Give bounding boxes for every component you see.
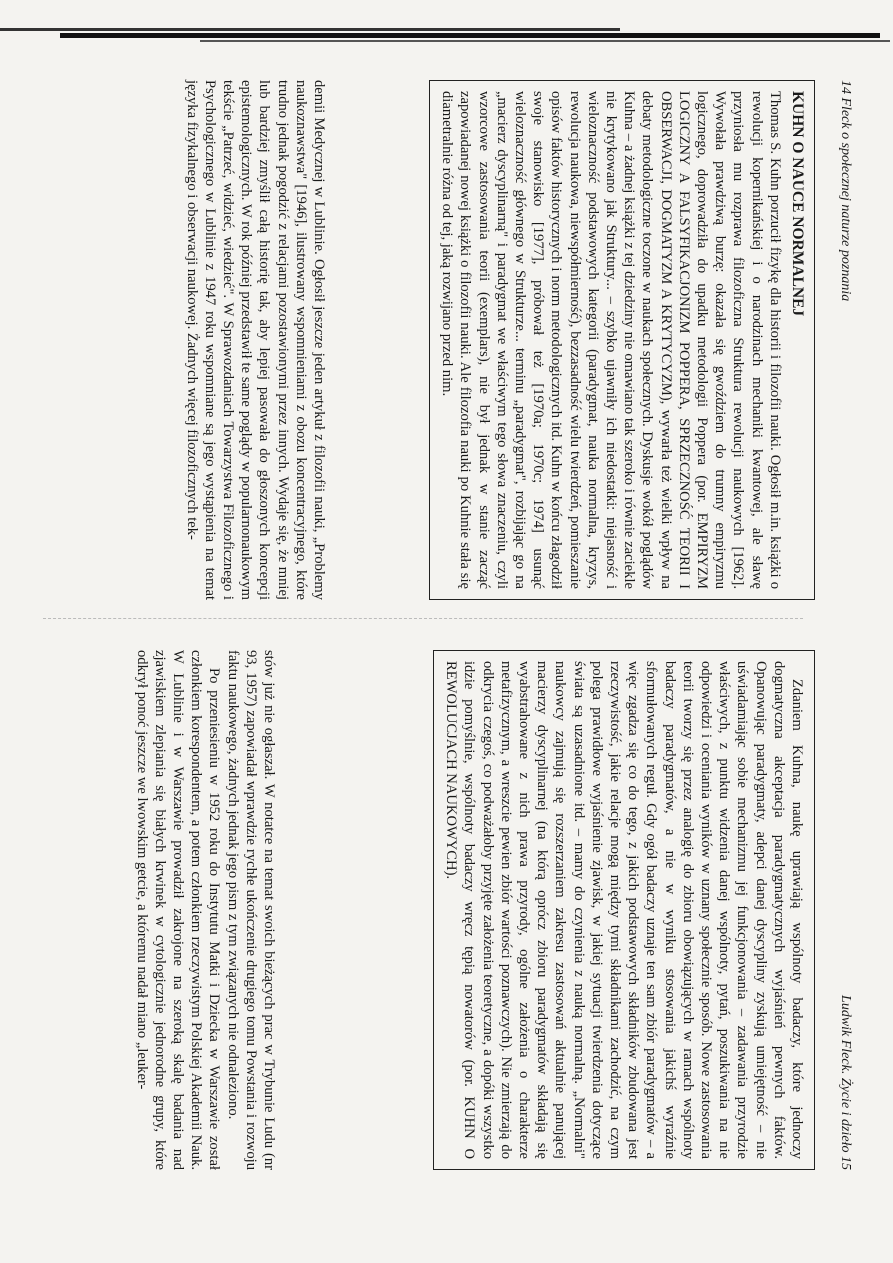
left-body-paragraph: demii Medycznej w Lublinie. Ogłosił jeszcze jeden artykuł z filozofii nauki, „Problemy naukoznawstwa" [1946], ilustrowany wspomnieniami z obozu koncentracyjnego, które trudno jednak pogodzić z relacjami pozostawionymi przez innych. Wydaje się, że mniej lub bardziej zmyślił całą historię tak, aby lepiej pasowała do głoszonych koncepcji epistemologicznych. W rok później przedstawił te same poglądy w popularnonaukowym tekście „Patrzeć, widzieć, wiedzieć". W Sprawozdaniach Towarzystwa Filozoficznego i Psychologicznego w Lublinie z 1947 roku wspomniane są jego wystąpienia na temat języka fizykalnego i obserwacji naukowej. Żadnych więcej filozoficznych tek- <box>183 79 327 600</box>
kuhn-normal-science-box <box>428 80 814 600</box>
right-body-paragraph-1: stów już nie ogłaszał. W notatce na temat swoich bieżących prac w Trybunie Ludu (nr 93, 1957) zapowiadał wprawdzie rychłe ukończenie drugiego tomu Powstania i rozwoju faktu naukowego, żadnych jednak jego pism z tym związanych nie odnaleziono. <box>224 649 277 1170</box>
box-continuation-text: Zdaniem Kuhna, naukę uprawiają wspólnoty badaczy, które jednoczy dogmatyczna akceptacja paradygmatycznych wyjaśnień pewnych faktów. Opanowując paradygmaty, adepci danej dyscypliny zyskują umiejętność – nie uświadamiając sobie mechanizmu jej funkcjonowania – zadawania przyrodzie właściwych, z punktu widzenia danej wspólnoty, pytań, poszukiwania na nie odpowiedzi i oceniania wyników w uznany społecznie sposób. Nowe zastosowania teorii tworzy się przez analogię do zbioru obowiązujących w ramach wspólnoty badaczy paradygmatów, a nie w wyniku stosowania jakichś wyraźnie sformułowanych reguł. Gdy ogół badaczy uznaje ten sam zbiór paradygmatów – a więc zgadza się co do tego, z jakich podstawowych składników zbudowana jest rzeczywistość, jakie relacje mogą między tymi składnikami zachodzić, na czym polega prawidłowe wyjaśnienie zjawisk, w jakiej sytuacji twierdzenia dotyczące świata są uzasadnione itd. – mamy do czynienia z nauką normalną. „Normalni" naukowcy zajmują się rozszerzaniem zakresu zastosowań aktualnie panującej macierzy dyscyplinarnej (na którą oprócz zbioru paradygmatów składają się wyabstrahowane z nich prawa przyrody, ogólne założenia o charakterze metafizycznym, a wreszcie pewien zbiór wartości poznawczych). Nie zmierzają do odkrycia czegoś, co podważałoby przyjęte założenia teoretyczne, a dopóki wszystko idzie pomyślnie, wspólnoty badaczy wręcz tępią nowatorów (por. KUHN O REWOLUCJACH NAUKOWYCH). <box>442 660 805 1159</box>
right-running-head: Ludwik Fleck. Życie i dzieło 15 <box>837 994 853 1170</box>
right-page <box>0 650 893 1170</box>
left-running-head: 14 Fleck o społecznej naturze poznania <box>837 79 853 301</box>
right-body-text <box>132 650 278 1170</box>
box-text: Thomas S. Kuhn porzucił fizykę dla historii i filozofii nauki. Ogłosił m.in. książki o rewolucji kopernikańskiej i o narodzinach mechaniki kwantowej, ale sławę przyniosła mu rozprawa filozoficzna Struktura rewolucji naukowych [1962]. Wywołała prawdziwą burzę: okazała się gwoździem do trumny empiryzmu logicznego, doprowadziła do upadku metodologii Poppera (por. EMPIRYZM LOGICZNY A FALSYFIKACJONIZM POPPERA, SPRZECZNOŚĆ TEORII I OBSERWACJI, DOGMATYZM A KRYTYCYZM), wywarła też wielki wpływ na debaty metodologiczne toczone w naukach społecznych. Dyskusje wokół poglądów Kuhna – a żadnej książki z tej dziedziny nie omawiano tak szeroko i równie zaciekle nie krytykowano jak Struktury... – szybko ujawniły ich niedostatki: niejasność i wieloznaczność podstawowych kategorii (paradygmat, nauka normalna, kryzys, rewolucja naukowa, niewspółmierność), bezzasadność wielu twierdzeń, pomieszanie opisów faktów historycznych i norm metodologicznych itd. Kuhn w końcu złagodził swoje stanowisko [1977], próbował też [1970a; 1970c; 1974] usunąć wieloznaczność głównego w Strukturze... terminu „paradygmat", rozbijając go na „macierz dyscyplinarną" i paradygmat we właściwym tego słowa znaczeniu, czyli wzorcowe zastosowania teorii (exemplars), nie był jednak w stanie zacząć zapowiadanej nowej książki o filozofii nauki. Ale filozofia nauki po Kuhnie stała się diametralnie różna od tej, jaką rozwijano przed nim. <box>438 90 783 589</box>
box-title: KUHN O NAUCE NORMALNEJ <box>788 90 806 316</box>
page-fold <box>43 618 803 620</box>
kuhn-continuation-box <box>432 650 814 1170</box>
left-body-text <box>182 80 328 600</box>
left-page <box>0 80 893 600</box>
right-body-paragraph-2: Po przeniesieniu w 1952 roku do Instytutu Matki i Dziecka w Warszawie został członkiem korespondentem, a potem członkiem rzeczywistym Polskiej Akademii Nauk. W Lublinie i w Warszawie prowadził zakrojone na szeroką skalę badania nad zjawiskiem zlepiania się białych krwinek w cytologicznie jednorodne grupy, które odkrył ponoć jeszcze we lwowskim getcie, a któremu nadał miano „leuker- <box>133 649 222 1170</box>
